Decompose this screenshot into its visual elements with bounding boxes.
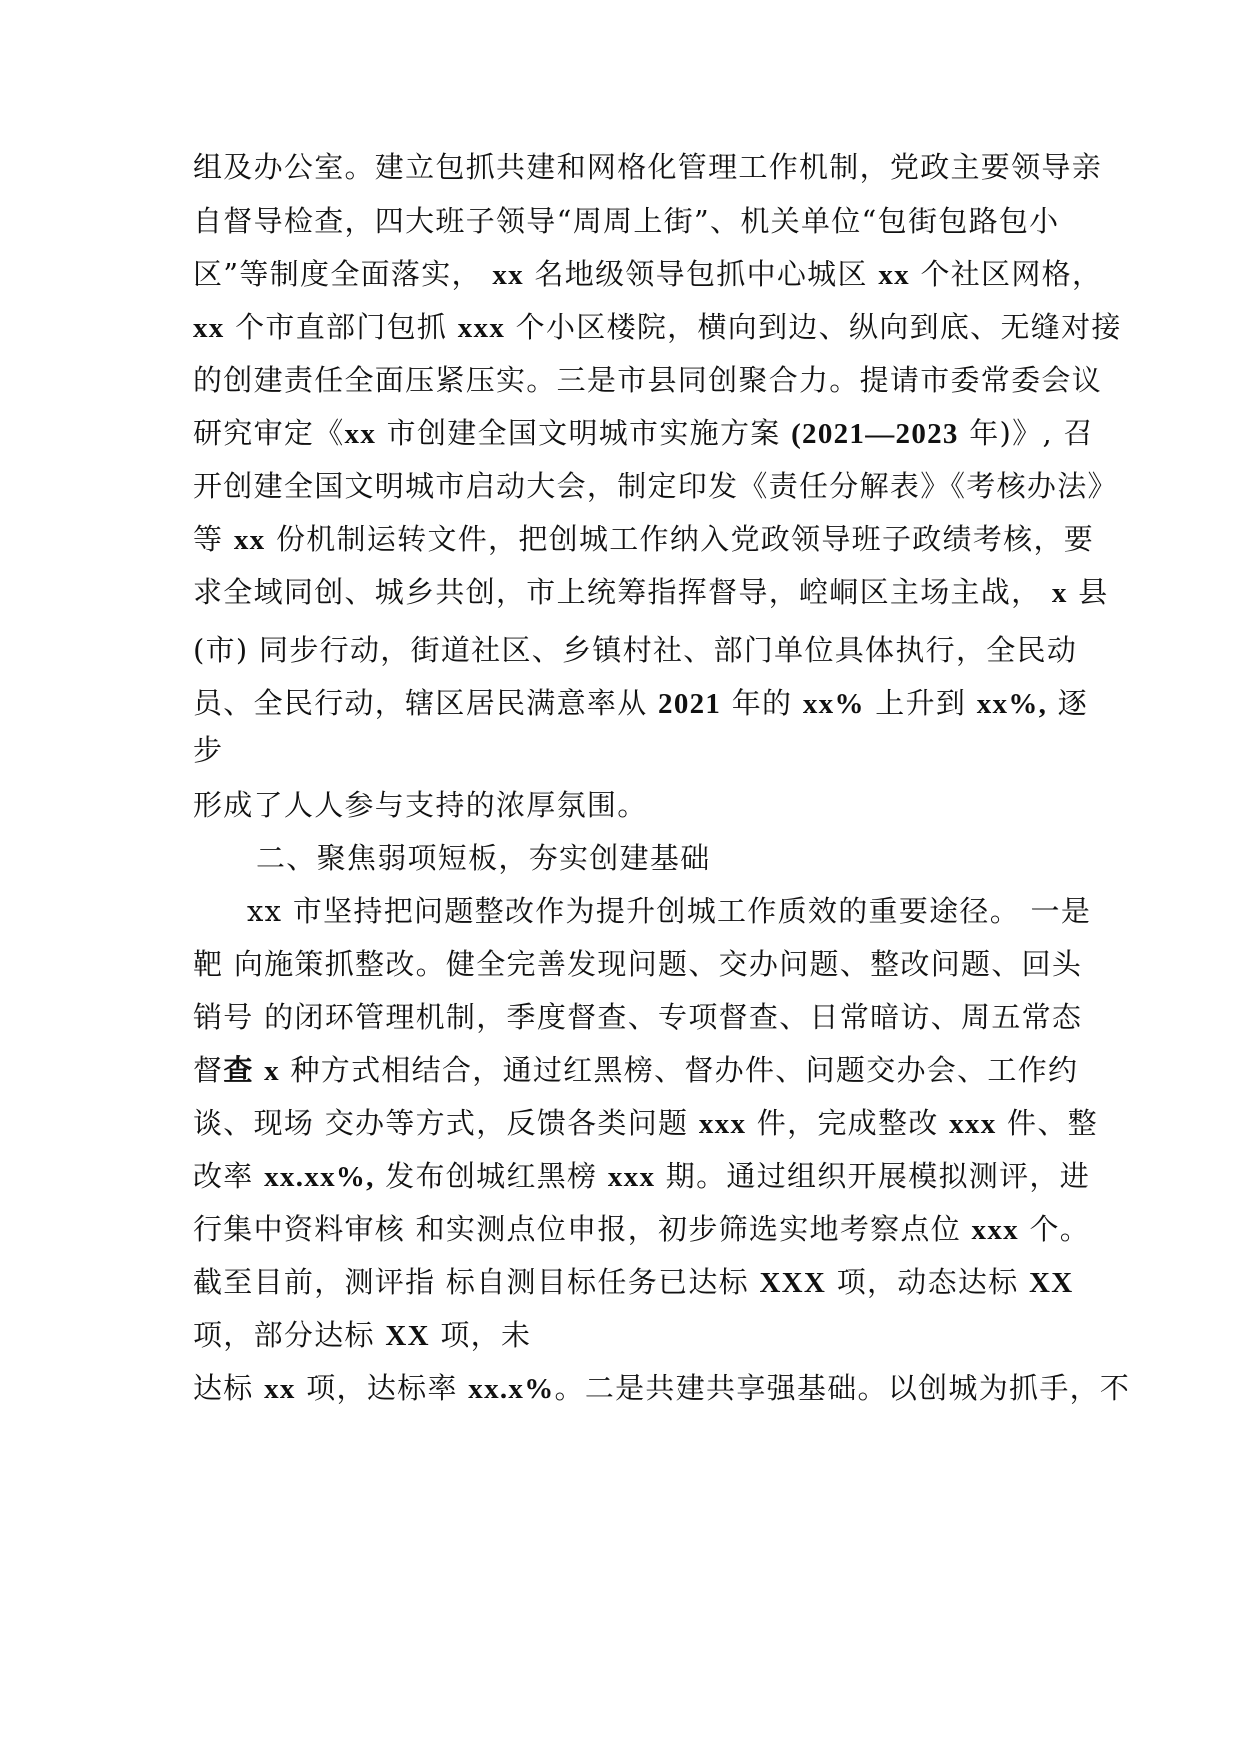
text-run: 份机制运转文件，把创城工作纳入党政领导班子政绩考核，要: [265, 522, 1095, 556]
text-run: 改率: [193, 1159, 265, 1193]
bold-run: x: [1051, 577, 1068, 609]
bold-run: xx: [264, 1373, 296, 1405]
bold-run: 2021: [658, 688, 722, 720]
text-run: 个市直部门包抓: [224, 310, 458, 344]
text-run: 等: [193, 522, 234, 556]
bold-run: xx: [193, 312, 225, 344]
bold-run: 查: [223, 1055, 254, 1087]
text-line: [193, 785, 1073, 825]
text-run: 个。: [1018, 1212, 1091, 1246]
text-line: [193, 1209, 1091, 1250]
text-run: 县: [1067, 575, 1109, 609]
text-run: 期。通过组织开展模拟测评，进: [655, 1159, 1090, 1193]
bold-run: xx: [492, 259, 524, 291]
text-line: [193, 147, 1103, 187]
bold-run: xxx: [607, 1161, 656, 1193]
text-run: xx 市坚持把问题整改作为提升创城工作质效的重要途径。 一是: [247, 894, 1092, 928]
text-run: (市) 同步行动，街道社区、乡镇村社、部门单位具体执行，全民动: [193, 633, 1078, 667]
heading-text: 二、聚焦弱项短板，夯实创建基础: [256, 841, 711, 875]
text-line: [193, 630, 1078, 670]
text-line: [193, 944, 1083, 984]
bold-run: (2021—2023: [791, 418, 959, 450]
text-run: 区”等制度全面落实，: [193, 257, 493, 291]
text-line: [193, 1368, 1131, 1409]
text-line: [193, 1156, 1090, 1197]
bold-run: xxx: [971, 1214, 1019, 1246]
bold-run: xxx: [949, 1108, 997, 1140]
text-run: [254, 1053, 265, 1087]
text-run: 年)》, 召: [958, 416, 1094, 450]
text-line: [193, 1050, 1079, 1091]
text-line: [247, 891, 1127, 931]
text-run: 组及办公室。建立包抓共建和网格化管理工作机制，党政主要领导亲: [193, 150, 1103, 184]
text-run: 研究审定《: [193, 416, 345, 450]
text-run: 的创建责任全面压紧压实。三是市县同创聚合力。提请市委常委会议: [193, 363, 1103, 397]
text-run: 个社区网格，: [909, 257, 1103, 291]
text-run: 年的: [721, 686, 803, 720]
text-run: 项，达标率: [295, 1371, 469, 1405]
text-run: 发布创城红黑榜: [374, 1159, 608, 1193]
text-line: [193, 413, 1094, 454]
text-run: 靶 向施策抓整改。健全完善发现问题、交办问题、整改问题、回头: [193, 947, 1083, 981]
text-run: 销号 的闭环管理机制，季度督查、专项督查、日常暗访、周五常态: [193, 1000, 1083, 1034]
bold-run: x: [264, 1055, 280, 1087]
text-run: 项，动态达标: [826, 1265, 1030, 1299]
text-run: 项，未: [429, 1318, 532, 1352]
text-run: 自督导检查，四大班子领导“周周上街”、机关单位“包街包路包小: [193, 204, 1060, 238]
text-run: 员、全民行动，辖区居民满意率从: [193, 686, 659, 720]
bold-run: xx%,: [976, 688, 1048, 720]
text-run: 开创建全国文明城市启动大会，制定印发《责任分解表》《考核办法》: [193, 469, 1118, 503]
bold-run: xx: [233, 524, 266, 556]
bold-run: XXX: [759, 1267, 827, 1299]
bold-run: xx.x%: [468, 1373, 555, 1405]
text-run: 形成了人人参与支持的浓厚氛围。: [193, 788, 648, 822]
bold-run: xx%: [802, 688, 865, 720]
text-run: 。二是共建共享强基础。以创城为抓手，不: [554, 1371, 1131, 1405]
text-run: 名地级领导包抓中心城区: [523, 257, 879, 291]
text-run: 件、整: [996, 1106, 1098, 1140]
text-run: 上升到: [864, 686, 977, 720]
text-line: [193, 1103, 1098, 1144]
text-run: 个小区楼院，横向到边、纵向到底、无缝对接: [505, 310, 1122, 344]
bold-run: xx.xx%,: [264, 1161, 375, 1193]
text-run: 截至目前，测评指 标自测目标任务已达标: [193, 1265, 760, 1299]
text-line: [193, 519, 1095, 560]
bold-run: XX: [1029, 1267, 1074, 1299]
text-run: 督: [193, 1053, 224, 1087]
text-line: [193, 572, 1109, 613]
text-line: [193, 1315, 1073, 1356]
text-run: 行集中资料审核 和实测点位申报，初步筛选实地考察点位: [193, 1212, 972, 1246]
bold-run: xxx: [698, 1108, 747, 1140]
text-run: 市创建全国文明城市实施方案: [376, 416, 792, 450]
text-run: 种方式相结合，通过红黑榜、督办件、问题交办会、工作约: [279, 1053, 1079, 1087]
text-line: [193, 683, 1088, 724]
section-heading: [256, 838, 1136, 878]
text-line: [193, 360, 1103, 400]
bold-run: xx: [878, 259, 910, 291]
text-line: [193, 1262, 1073, 1303]
text-run: 逐: [1047, 686, 1088, 720]
text-run: 求全域同创、城乡共创，市上统筹指挥督导，崆峒区主场主战，: [193, 575, 1052, 609]
bold-run: xx: [344, 418, 377, 450]
text-line: [193, 307, 1122, 348]
bold-run: XX: [385, 1320, 430, 1352]
text-line: [193, 254, 1103, 295]
text-line: [193, 997, 1083, 1037]
text-line: [193, 730, 1073, 770]
text-line: [193, 201, 1073, 241]
text-run: 谈、现场 交办等方式，反馈各类问题: [193, 1106, 699, 1140]
text-run: 项，部分达标: [193, 1318, 386, 1352]
text-line: [193, 466, 1118, 506]
text-run: 达标: [193, 1371, 265, 1405]
text-run: 件，完成整改: [746, 1106, 950, 1140]
text-run: 步: [193, 733, 224, 767]
bold-run: xxx: [457, 312, 506, 344]
